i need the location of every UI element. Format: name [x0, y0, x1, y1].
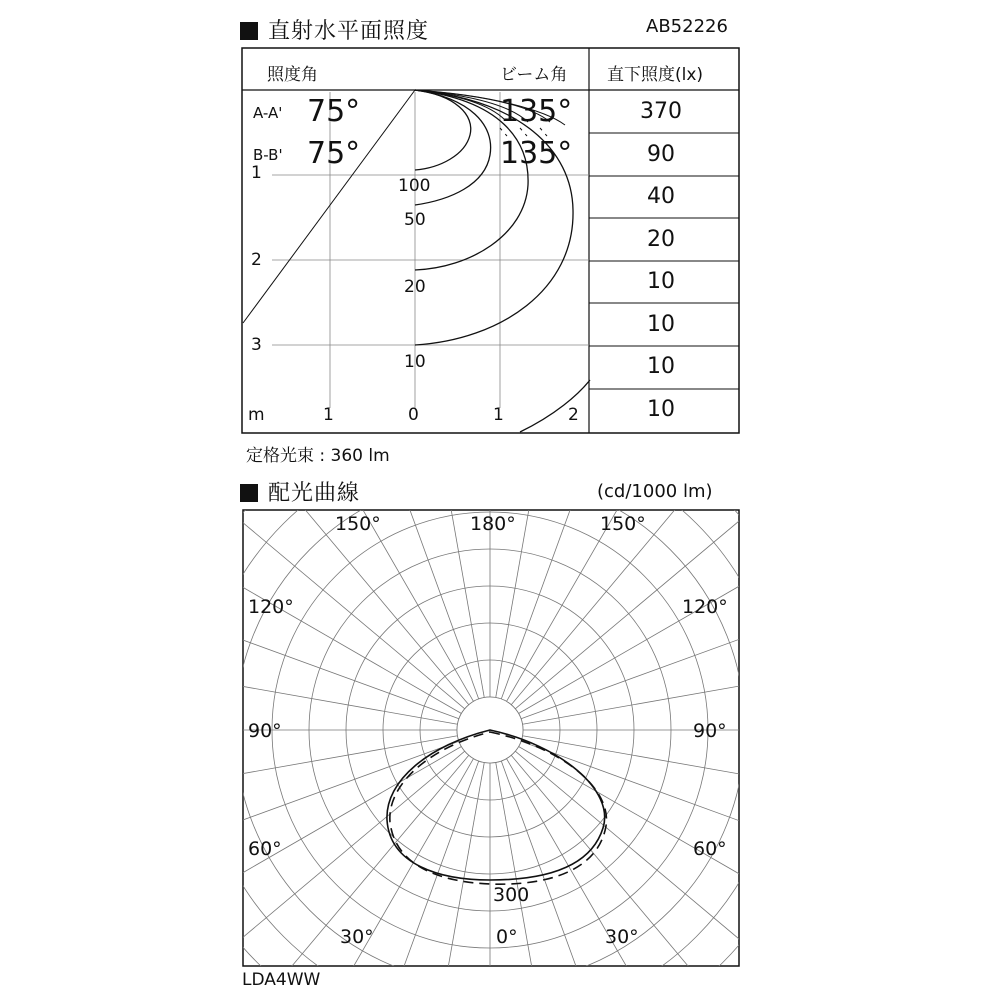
distribution-unit: (cd/1000 lm) [597, 481, 713, 502]
illuminance-title: 直射水平面照度 [240, 14, 429, 45]
contour-label: 20 [404, 277, 426, 297]
row-b-label: B-B' [253, 146, 283, 164]
lux-header: 直下照度(lx) [607, 65, 704, 85]
x-tick: 2 [568, 405, 579, 425]
polar-spoke [501, 761, 627, 1000]
contour-label: 100 [398, 176, 431, 196]
polar-grid [90, 330, 890, 1000]
x-unit: m [248, 405, 265, 425]
polar-spoke [96, 661, 457, 725]
polar-spoke [515, 473, 796, 709]
model-number: AB52226 [646, 16, 728, 37]
angle-label: 30° [340, 926, 374, 948]
lux-value: 90 [647, 142, 675, 167]
angle-label: 90° [693, 720, 727, 742]
x-tick: 1 [493, 405, 504, 425]
lux-value: 40 [647, 184, 675, 209]
y-tick: 2 [251, 250, 262, 270]
angle-label: 120° [248, 596, 294, 618]
distribution-title: 配光曲線 [240, 476, 360, 507]
beam-header: ビーム角 [500, 65, 568, 85]
contour-label: 50 [404, 210, 426, 230]
polar-spoke [515, 751, 796, 987]
lux-value: 10 [647, 397, 675, 422]
y-tick: 1 [251, 163, 262, 183]
x-tick: 1 [323, 405, 334, 425]
polar-spoke [511, 755, 747, 1000]
row-a-label: A-A' [253, 104, 283, 122]
angle-label: 180° [470, 513, 516, 535]
polar-spoke [511, 424, 747, 705]
radial-label: 300 [493, 884, 530, 906]
polar-spoke [353, 761, 479, 1000]
angle-label: 150° [600, 513, 646, 535]
beam-angle-header: 照度角 [267, 65, 318, 85]
angle-label: 60° [248, 838, 282, 860]
lux-value: 10 [647, 312, 675, 337]
lux-value: 370 [640, 99, 682, 124]
angle-label: 150° [335, 513, 381, 535]
angle-label: 0° [496, 926, 518, 948]
lux-value: 10 [647, 269, 675, 294]
angle-label: 120° [682, 596, 728, 618]
row-a-angle: 75° [307, 94, 361, 129]
polar-spoke [522, 736, 883, 800]
angle-label: 30° [605, 926, 639, 948]
polar-spoke [233, 755, 469, 1000]
polar-spoke [290, 759, 474, 1000]
x-tick: 0 [408, 405, 419, 425]
rated-flux: 定格光束 : 360 lm [246, 446, 390, 466]
row-b-angle: 75° [307, 136, 361, 171]
lamp-model: LDA4WW [242, 970, 321, 990]
angle-label: 60° [693, 838, 727, 860]
angle-label: 90° [248, 720, 282, 742]
polar-spoke [96, 736, 457, 800]
row-a-beam: 135° [500, 94, 573, 129]
lux-value: 20 [647, 227, 675, 252]
polar-spoke [522, 661, 883, 725]
row-b-beam: 135° [500, 136, 573, 171]
y-tick: 3 [251, 335, 262, 355]
polar-spoke [184, 473, 465, 709]
lux-value: 10 [647, 354, 675, 379]
polar-spoke [233, 424, 469, 705]
contour-label: 10 [404, 352, 426, 372]
